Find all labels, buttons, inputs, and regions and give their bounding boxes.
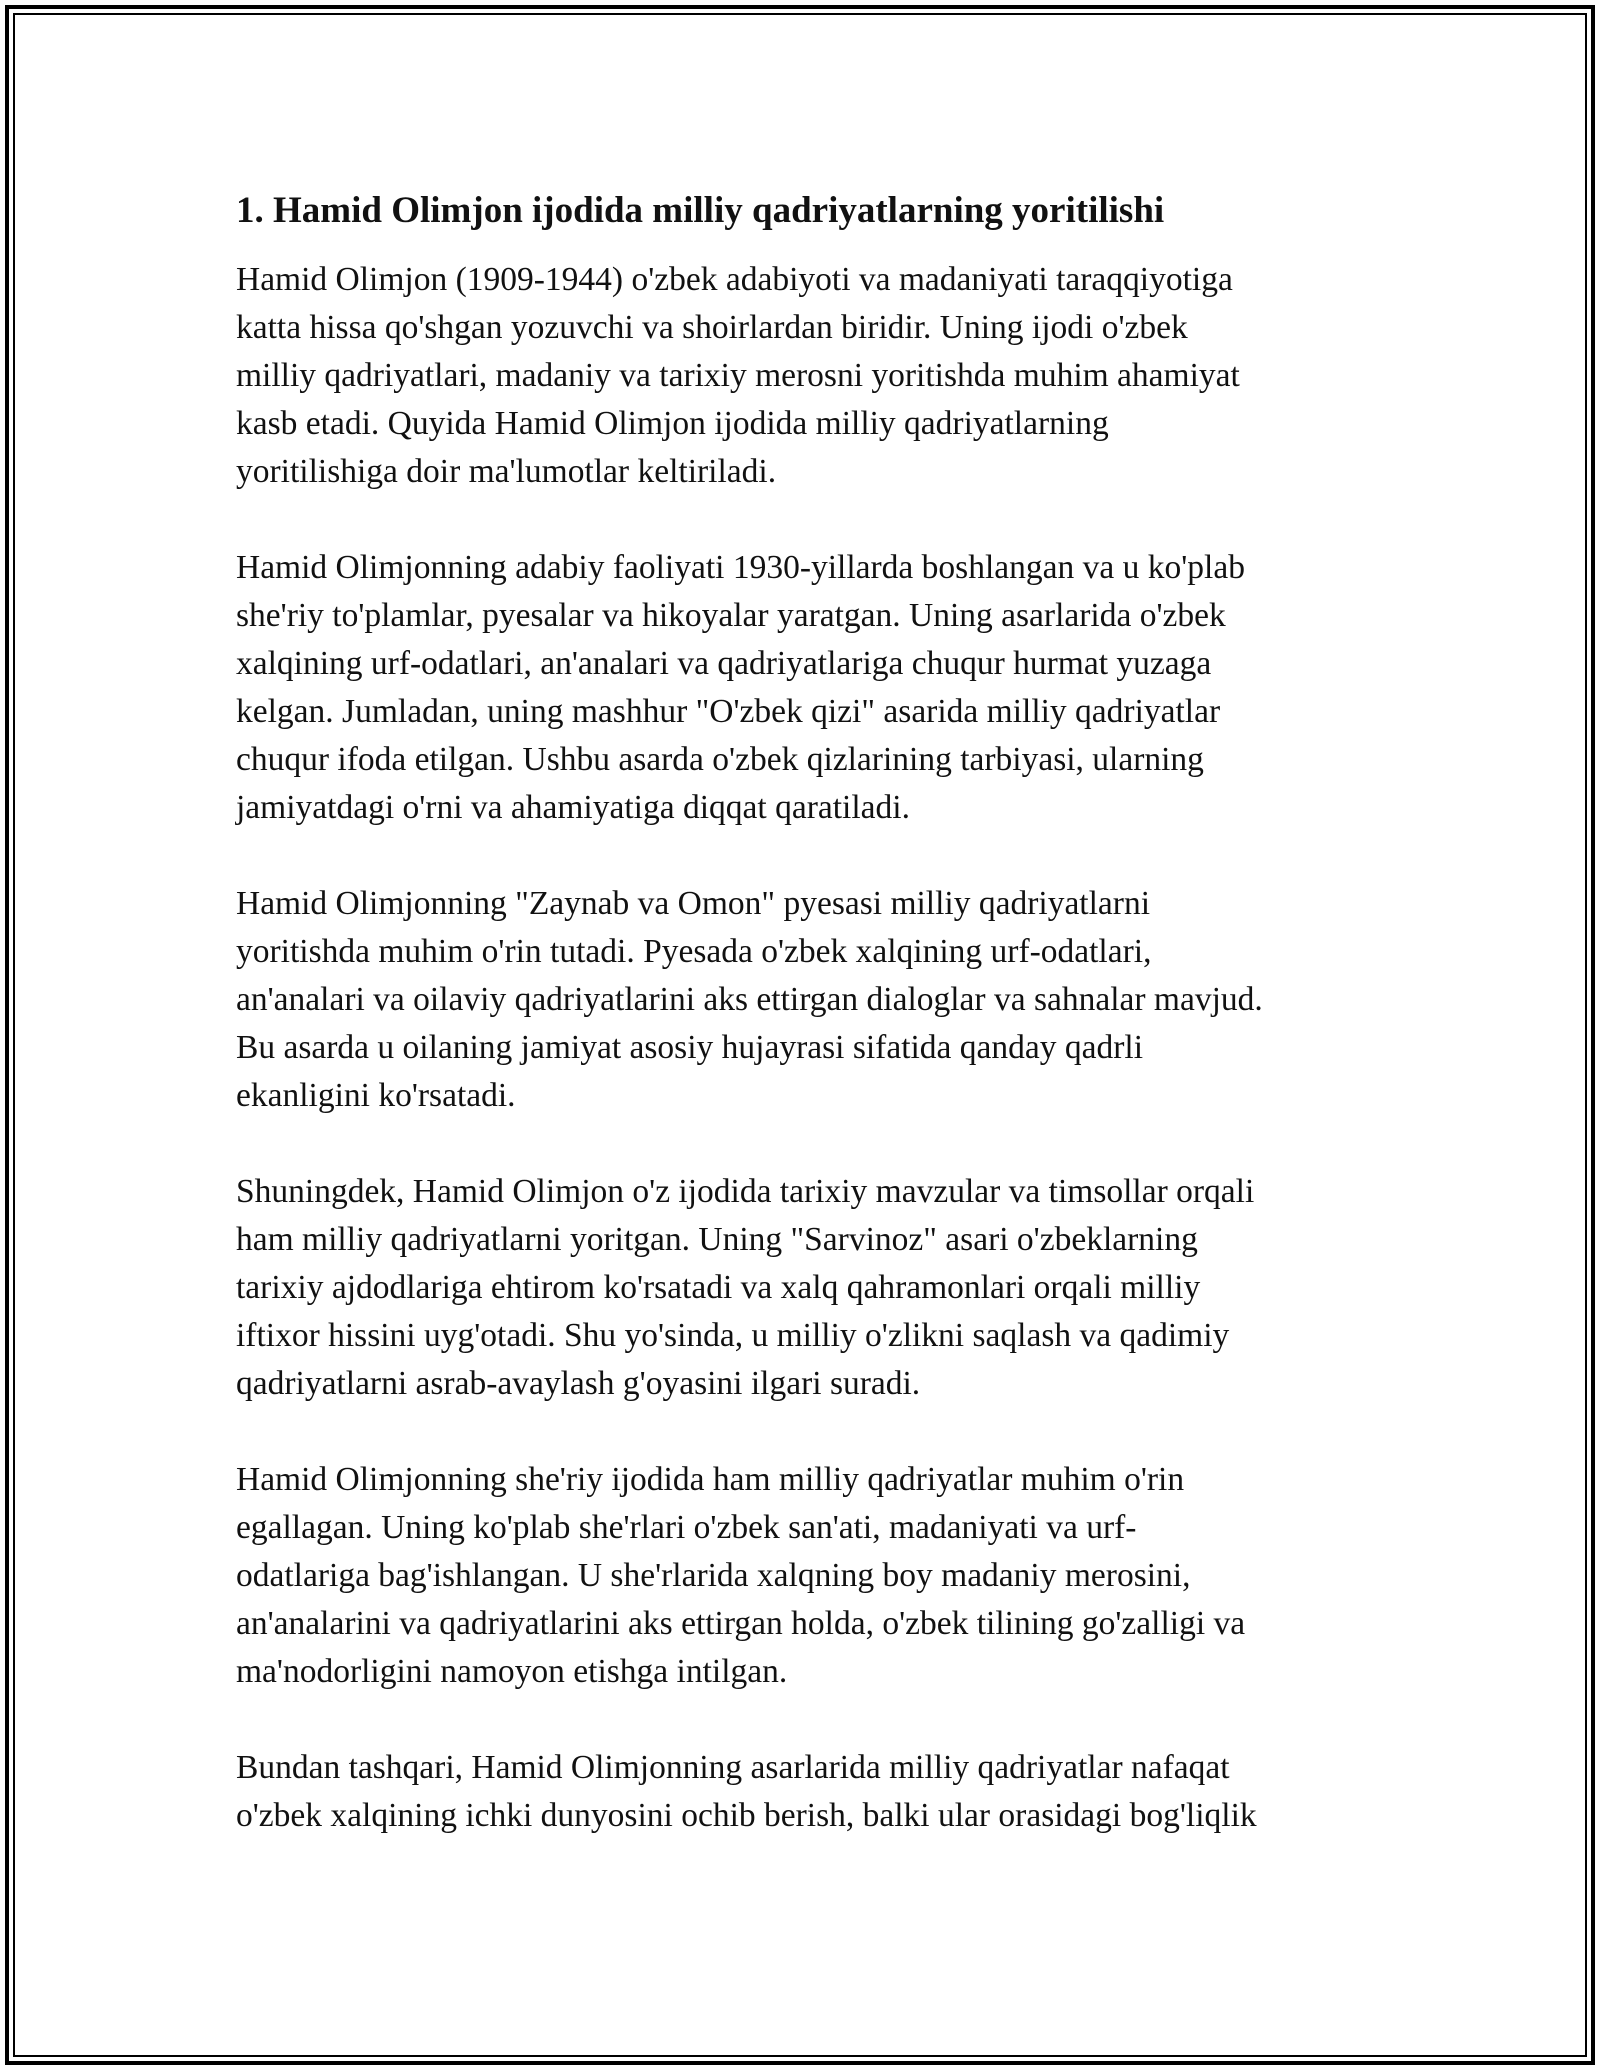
document-body xyxy=(236,186,1376,1840)
paragraph-zaynab-va-omon: Hamid Olimjonning "Zaynab va Omon" pyesasi milliy qadriyatlarni yoritishda muhim o'rin tutadi. Pyesada o'zbek xalqining urf-odatlari, an'analari va oilaviy qadriyatlarini aks ettirgan dialoglar va sahnalar mavjud. Bu asarda u oilaning jamiyat asosiy hujayrasi sifatida qanday qadrli ekanligini ko'rsatadi. xyxy=(236,885,1263,1114)
paragraph-historical-themes: Shuningdek, Hamid Olimjon o'z ijodida tarixiy mavzular va timsollar orqali ham milliy qadriyatlarni yoritgan. Uning "Sarvinoz" asari o'zbeklarning tarixiy ajdodlariga ehtirom ko'rsatadi va xalq qahramonlari orqali milliy iftixor hissini uyg'otadi. Shu yo'sinda, u milliy o'zlikni saqlash va qadimiy qadriyatlarni asrab-avaylash g'oyasini ilgari suradi. xyxy=(236,1173,1255,1402)
paragraph-conclusion-partial: Bundan tashqari, Hamid Olimjonning asarlarida milliy qadriyatlar nafaqat o'zbek xalqining ichki dunyosini ochib berish, balki ular orasidagi bog'liqlik xyxy=(236,1749,1257,1834)
document-title: 1. Hamid Olimjon ijodida milliy qadriyatlarning yoritilishi xyxy=(236,190,1165,231)
paragraph-poetry: Hamid Olimjonning she'riy ijodida ham milliy qadriyatlar muhim o'rin egallagan. Uning ko'plab she'rlari o'zbek san'ati, madaniyati va urf- odatlariga bag'ishlangan. U she'rlarida xalqning boy madaniy merosini, an'analarini va qadriyatlarini aks ettirgan holda, o'zbek tilining go'zalligi va ma'nodorligini namoyon etishga intilgan. xyxy=(236,1461,1246,1690)
paragraph-intro: Hamid Olimjon (1909-1944) o'zbek adabiyoti va madaniyati taraqqiyotiga katta hissa qo'shgan yozuvchi va shoirlardan biridir. Uning ijodi o'zbek milliy qadriyatlari, madaniy va tarixiy merosni yoritishda muhim ahamiyat kasb etadi. Quyida Hamid Olimjon ijodida milliy qadriyatlarning yoritilishiga doir ma'lumotlar keltiriladi. xyxy=(236,261,1240,490)
paragraph-literary-activity: Hamid Olimjonning adabiy faoliyati 1930-yillarda boshlangan va u ko'plab she'riy to'plamlar, pyesalar va hikoyalar yaratgan. Uning asarlarida o'zbek xalqining urf-odatlari, an'analari va qadriyatlariga chuqur hurmat yuzaga kelgan. Jumladan, uning mashhur "O'zbek qizi" asarida milliy qadriyatlar chuqur ifoda etilgan. Ushbu asarda o'zbek qizlarining tarbiyasi, ularning jamiyatdagi o'rni va ahamiyatiga diqqat qaratiladi. xyxy=(236,549,1245,826)
